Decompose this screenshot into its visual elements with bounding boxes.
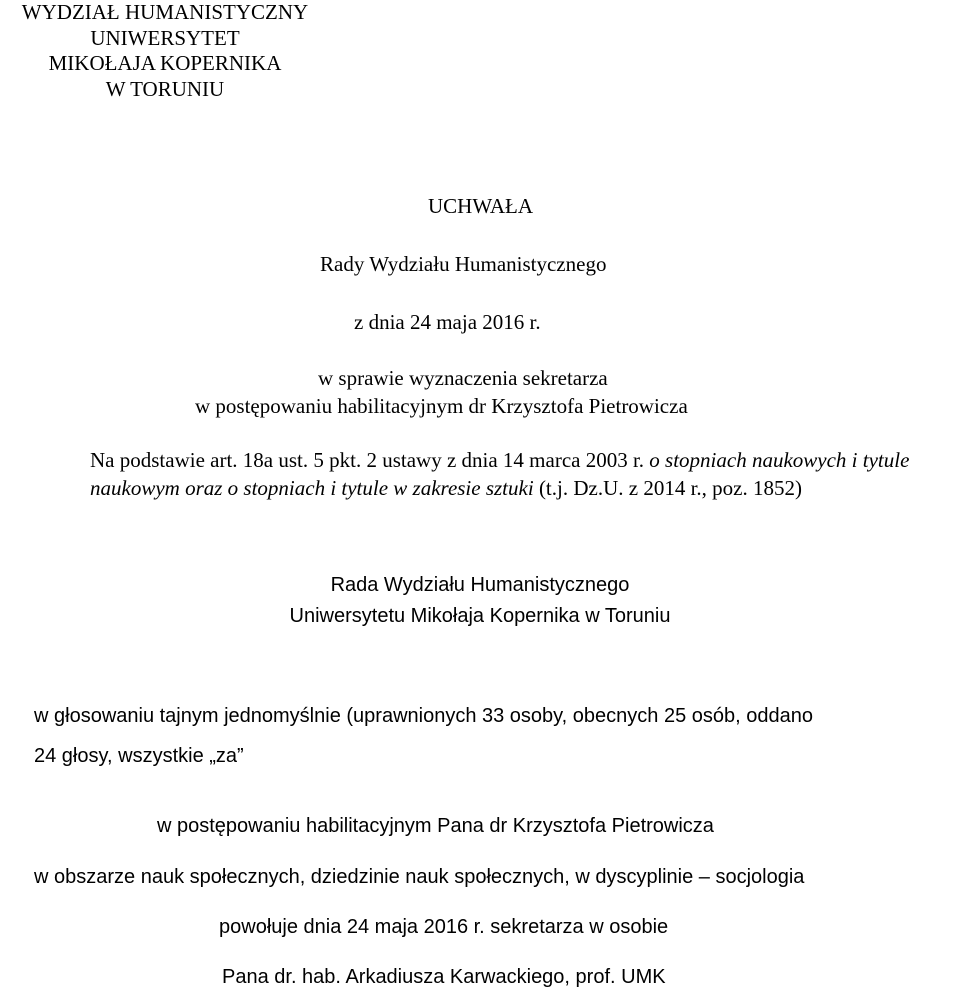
legal-basis-line2 [90, 478, 802, 499]
act-citation: (t.j. Dz.U. z 2014 r., poz. 1852) [533, 476, 802, 500]
act-title-part2: naukowym oraz o stopniach i tytule w zakresie sztuki [90, 476, 534, 500]
act-title-part1: o stopniach naukowych i tytule [649, 448, 910, 472]
university-name-line1: UNIWERSYTET [90, 26, 240, 50]
vote-line2: 24 głosy, wszystkie „za” [34, 745, 244, 767]
resolution-date: z dnia 24 maja 2016 r. [354, 310, 541, 334]
vote-line1: w głosowaniu tajnym jednomyślnie (uprawnionych 33 osoby, obecnych 25 osób, oddano [34, 705, 813, 727]
secretary-name: Pana dr. hab. Arkadiusza Karwackiego, prof. UMK [222, 966, 666, 988]
university-city: W TORUNIU [105, 77, 225, 101]
legal-basis-plain: Na podstawie art. 18a ust. 5 pkt. 2 ustawy z dnia 14 marca 2003 r. [90, 448, 650, 472]
decision-appointment: powołuje dnia 24 maja 2016 r. sekretarza w osobie [219, 916, 669, 938]
decision-discipline: w obszarze nauk społecznych, dziedzinie nauk społecznych, w dyscyplinie – socjologia [34, 866, 805, 888]
resolution-subject-line1: w sprawie wyznaczenia sekretarza [318, 366, 608, 390]
resolution-title: UCHWAŁA [428, 194, 533, 218]
decision-procedure: w postępowaniu habilitacyjnym Pana dr Krzysztofa Pietrowicza [157, 815, 714, 837]
legal-basis-line1 [90, 450, 909, 471]
university-name-line2: MIKOŁAJA KOPERNIKA [48, 51, 282, 75]
faculty-name: WYDZIAŁ HUMANISTYCZNY [21, 0, 309, 24]
resolution-issuer: Rady Wydziału Humanistycznego [320, 252, 607, 276]
council-name: Rada Wydziału Humanistycznego [330, 574, 630, 596]
resolution-subject-line2: w postępowaniu habilitacyjnym dr Krzysztofa Pietrowicza [195, 394, 688, 418]
council-university: Uniwersytetu Mikołaja Kopernika w Toruniu [289, 605, 671, 627]
